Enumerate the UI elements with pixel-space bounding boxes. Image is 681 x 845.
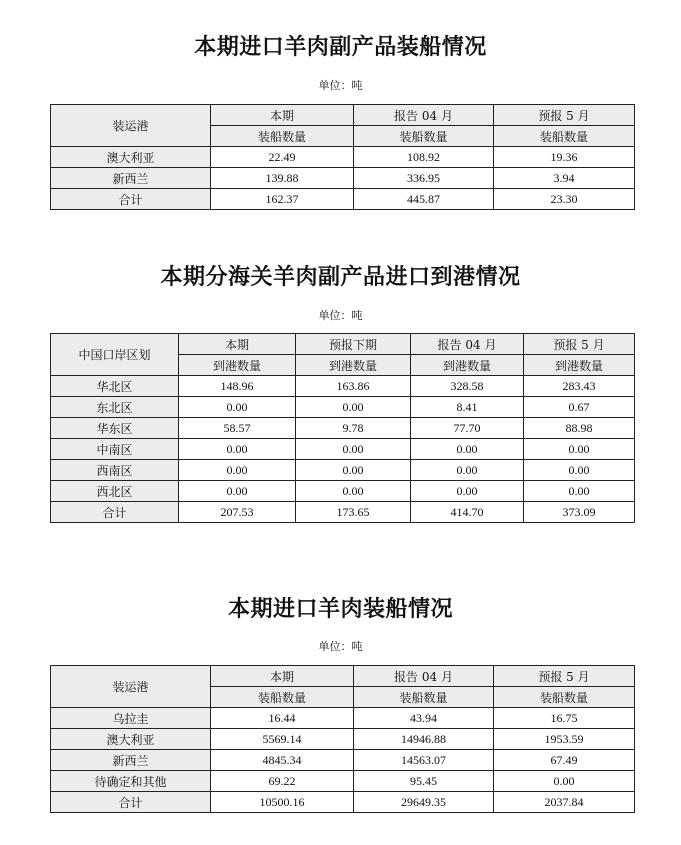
cell: 0.00 <box>411 460 524 481</box>
cell: 207.53 <box>179 502 296 523</box>
section1-unit: 单位：吨 <box>318 79 363 92</box>
table-row <box>51 771 635 792</box>
cell: 0.67 <box>524 397 635 418</box>
cell: 0.00 <box>296 460 411 481</box>
table-row <box>51 189 635 210</box>
table-row <box>51 439 635 460</box>
cell: 69.22 <box>211 771 354 792</box>
period-header: 本期 <box>179 334 296 355</box>
row-label-header: 中国口岸区划 <box>51 334 179 376</box>
table-row <box>51 792 635 813</box>
cell: 108.92 <box>354 147 494 168</box>
cell: 328.58 <box>411 376 524 397</box>
cell: 14946.88 <box>354 729 494 750</box>
cell: 88.98 <box>524 418 635 439</box>
table-header-row <box>51 105 635 126</box>
cell: 58.57 <box>179 418 296 439</box>
cell: 77.70 <box>411 418 524 439</box>
cell: 0.00 <box>524 460 635 481</box>
table-row <box>51 708 635 729</box>
cell: 0.00 <box>411 481 524 502</box>
cell: 445.87 <box>354 189 494 210</box>
row-label: 华东区 <box>51 418 179 439</box>
sub-header: 到港数量 <box>524 355 635 376</box>
table-row <box>51 397 635 418</box>
cell: 283.43 <box>524 376 635 397</box>
cell: 373.09 <box>524 502 635 523</box>
row-label: 澳大利亚 <box>51 729 211 750</box>
section1-table <box>50 104 635 210</box>
sub-header: 装船数量 <box>354 126 494 147</box>
cell: 148.96 <box>179 376 296 397</box>
row-label: 中南区 <box>51 439 179 460</box>
section2-title: 本期分海关羊肉副产品进口到港情况 <box>160 265 521 290</box>
cell: 0.00 <box>296 481 411 502</box>
cell: 173.65 <box>296 502 411 523</box>
table-row <box>51 750 635 771</box>
sub-header: 装船数量 <box>211 126 354 147</box>
table-row <box>51 418 635 439</box>
cell: 23.30 <box>494 189 635 210</box>
cell: 22.49 <box>211 147 354 168</box>
cell: 0.00 <box>411 439 524 460</box>
cell: 5569.14 <box>211 729 354 750</box>
period-header: 预报 5 月 <box>524 334 635 355</box>
period-header: 报告 04 月 <box>354 105 494 126</box>
sub-header: 到港数量 <box>296 355 411 376</box>
period-header: 预报 5 月 <box>494 105 635 126</box>
cell: 1953.59 <box>494 729 635 750</box>
row-label: 乌拉圭 <box>51 708 211 729</box>
cell: 67.49 <box>494 750 635 771</box>
section1-title: 本期进口羊肉副产品装船情况 <box>194 35 487 60</box>
cell: 16.44 <box>211 708 354 729</box>
table-row <box>51 481 635 502</box>
row-label: 西南区 <box>51 460 179 481</box>
cell: 0.00 <box>524 481 635 502</box>
row-label: 新西兰 <box>51 168 211 189</box>
table-row <box>51 729 635 750</box>
sub-header: 到港数量 <box>179 355 296 376</box>
table-header-row <box>51 334 635 355</box>
period-header: 预报下期 <box>296 334 411 355</box>
table-row <box>51 502 635 523</box>
cell: 0.00 <box>179 439 296 460</box>
period-header: 报告 04 月 <box>354 666 494 687</box>
row-label: 合计 <box>51 792 211 813</box>
cell: 0.00 <box>524 439 635 460</box>
period-header: 预报 5 月 <box>494 666 635 687</box>
cell: 0.00 <box>179 481 296 502</box>
cell: 163.86 <box>296 376 411 397</box>
row-label: 待确定和其他 <box>51 771 211 792</box>
section3-unit: 单位：吨 <box>318 640 363 653</box>
cell: 336.95 <box>354 168 494 189</box>
cell: 19.36 <box>494 147 635 168</box>
table-row <box>51 147 635 168</box>
sub-header: 装船数量 <box>354 687 494 708</box>
sub-header: 到港数量 <box>411 355 524 376</box>
row-label: 合计 <box>51 189 211 210</box>
cell: 0.00 <box>179 397 296 418</box>
table-row <box>51 460 635 481</box>
cell: 10500.16 <box>211 792 354 813</box>
cell: 3.94 <box>494 168 635 189</box>
cell: 0.00 <box>296 397 411 418</box>
table-header-row <box>51 666 635 687</box>
cell: 95.45 <box>354 771 494 792</box>
section2-unit: 单位：吨 <box>318 309 363 322</box>
cell: 414.70 <box>411 502 524 523</box>
sub-header: 装船数量 <box>494 126 635 147</box>
cell: 43.94 <box>354 708 494 729</box>
cell: 29649.35 <box>354 792 494 813</box>
row-label: 新西兰 <box>51 750 211 771</box>
cell: 8.41 <box>411 397 524 418</box>
row-label: 合计 <box>51 502 179 523</box>
cell: 4845.34 <box>211 750 354 771</box>
sub-header: 装船数量 <box>494 687 635 708</box>
period-header: 本期 <box>211 105 354 126</box>
cell: 9.78 <box>296 418 411 439</box>
cell: 0.00 <box>494 771 635 792</box>
table-row <box>51 376 635 397</box>
cell: 0.00 <box>179 460 296 481</box>
row-label: 西北区 <box>51 481 179 502</box>
cell: 139.88 <box>211 168 354 189</box>
cell: 0.00 <box>296 439 411 460</box>
period-header: 本期 <box>211 666 354 687</box>
cell: 162.37 <box>211 189 354 210</box>
cell: 2037.84 <box>494 792 635 813</box>
row-label: 澳大利亚 <box>51 147 211 168</box>
sub-header: 装船数量 <box>211 687 354 708</box>
row-label: 东北区 <box>51 397 179 418</box>
table-row <box>51 168 635 189</box>
section3-table <box>50 665 635 813</box>
cell: 14563.07 <box>354 750 494 771</box>
period-header: 报告 04 月 <box>411 334 524 355</box>
row-label-header: 装运港 <box>51 105 211 147</box>
row-label-header: 装运港 <box>51 666 211 708</box>
section3-title: 本期进口羊肉装船情况 <box>227 597 453 622</box>
cell: 16.75 <box>494 708 635 729</box>
section2-table <box>50 333 635 523</box>
row-label: 华北区 <box>51 376 179 397</box>
